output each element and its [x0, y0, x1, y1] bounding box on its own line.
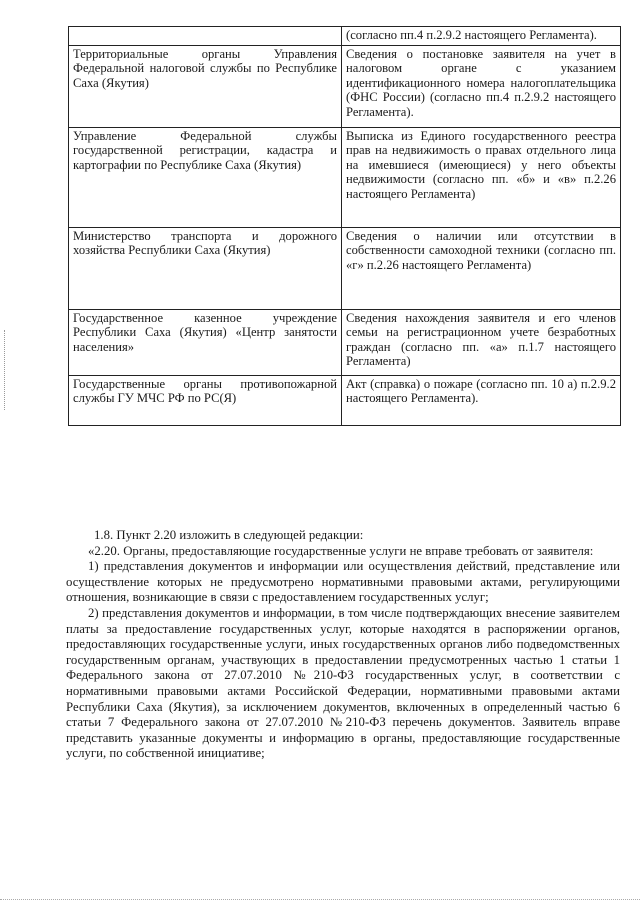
agency-cell: Территориальные органы Управления Федеральной налоговой службы по Республике Саха (Якутия)	[69, 45, 342, 127]
document-cell: Сведения о постановке заявителя на учет в налоговом органе с указанием идентификационного номера налогоплательщика (ФНС России) (согласно пп.4 п.2.9.2 настоящего Регламента).	[342, 45, 621, 127]
document-cell: Выписка из Единого государственного реестра прав на недвижимость о правах отдельного лица на имевшиеся (имеющиеся) у него объекты недвижимости (согласно пп. «б» и «в» п.2.26 настоящего Регламента)	[342, 127, 621, 227]
table-row	[69, 127, 621, 227]
scan-edge-mark	[4, 330, 7, 410]
paragraph-item-2: 2) представления документов и информации, в том числе подтверждающих внесение заявителем платы за предоставление государственных услуг, которые находятся в распоряжении органов, предоставляющих государственные услуги, иных государственных органов либо подведомственных государственным органам, участвующих в предоставлении предусмотренных частью 1 статьи 1 Федерального закона от 27.07.2010 №210-ФЗ государственных услуг, в соответствии с нормативными правовыми актами Российской Федерации, нормативными правовыми актами Республики Саха (Якутия), за исключением документов, включенных в определенный частью 6 статьи 7 Федерального закона от 27.07.2010 №210-ФЗ перечень документов. Заявитель вправе представить указанные документы и информацию в органы, предоставляющие государственные услуги, по собственной инициативе;	[66, 605, 620, 761]
paragraph-section-heading: 1.8. Пункт 2.20 изложить в следующей редакции:	[94, 528, 364, 542]
agency-cell: Министерство транспорта и дорожного хозяйства Республики Саха (Якутия)	[69, 227, 342, 309]
document-cell: Сведения о наличии или отсутствии в собственности самоходной техники (согласно пп. «г» п.2.26 настоящего Регламента)	[342, 227, 621, 309]
paragraph-item-1: 1) представления документов и информации или осуществления действий, представление или осуществление которых не предусмотрено нормативными правовыми актами, регулирующими отношения, возникающие в связи с предоставлением государственных услуг;	[66, 559, 620, 605]
table-row	[69, 309, 621, 375]
agency-cell	[69, 27, 342, 46]
table-row	[69, 375, 621, 425]
body-text	[66, 528, 620, 762]
agencies-table	[68, 26, 621, 426]
scan-bottom-edge	[0, 899, 640, 900]
table-row	[69, 45, 621, 127]
paragraph-clause-intro: «2.20. Органы, предоставляющие государственные услуги не вправе требовать от заявителя:	[88, 543, 594, 558]
document-cell: (согласно пп.4 п.2.9.2 настоящего Регламента).	[342, 27, 621, 46]
document-cell: Акт (справка) о пожаре (согласно пп. 10 а) п.2.9.2 настоящего Регламента).	[342, 375, 621, 425]
agency-cell: Управление Федеральной службы государственной регистрации, кадастра и картографии по Республике Саха (Якутия)	[69, 127, 342, 227]
agency-cell: Государственное казенное учреждение Республики Саха (Якутия) «Центр занятости населения»	[69, 309, 342, 375]
document-cell: Сведения нахождения заявителя и его членов семьи на регистрационном учете безработных граждан (согласно пп. «а» п.1.7 настоящего Регламента)	[342, 309, 621, 375]
agency-cell: Государственные органы противопожарной службы ГУ МЧС РФ по РС(Я)	[69, 375, 342, 425]
table-row	[69, 27, 621, 46]
table-row	[69, 227, 621, 309]
